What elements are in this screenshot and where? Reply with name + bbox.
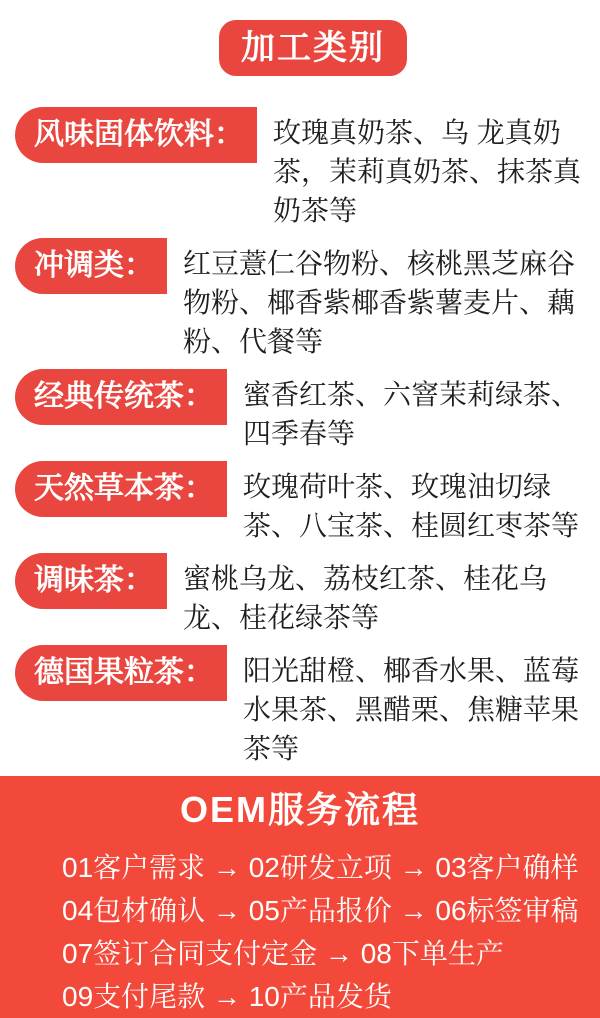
category-items: 蜜桃乌龙、荔枝红茶、桂花乌龙、桂花绿茶等 (183, 563, 548, 633)
category-list (0, 107, 600, 776)
category-row-flavored-tea (15, 553, 585, 637)
category-label: 冲调类： (15, 238, 167, 294)
oem-step-list (0, 830, 600, 1018)
category-row-german-fruit-tea (15, 645, 585, 768)
oem-service-section (0, 776, 600, 1018)
category-label: 经典传统茶： (15, 369, 227, 425)
header (0, 20, 600, 76)
category-items: 红豆薏仁谷物粉、核桃黑芝麻谷物粉、椰香紫椰香紫薯麦片、藕粉、代餐等 (183, 248, 576, 357)
category-row-instant-mix (15, 238, 585, 361)
category-row-classic-traditional-tea (15, 369, 585, 453)
category-row-flavored-solid-drinks (15, 107, 585, 230)
category-label: 天然草本茶： (15, 461, 227, 517)
category-items: 玫瑰真奶茶、乌 龙真奶茶，茉莉真奶茶、抹茶真奶茶等 (273, 117, 582, 226)
category-label: 德国果粒茶： (15, 645, 227, 701)
category-items: 阳光甜橙、椰香水果、蓝莓水果茶、黑醋栗、焦糖苹果茶等 (243, 655, 580, 764)
oem-step-line-4: 09支付尾款 → 10产品发货 (62, 981, 392, 1012)
category-items: 玫瑰荷叶茶、玫瑰油切绿茶、八宝茶、桂圆红枣茶等 (243, 471, 580, 541)
category-label: 风味固体饮料： (15, 107, 257, 163)
oem-step-line-1: 01客户需求 → 02研发立项 → 03客户确样 (62, 852, 579, 883)
oem-step-line-2: 04包材确认 → 05产品报价 → 06标签审稿 (62, 895, 579, 926)
processing-category-badge: 加工类别 (219, 20, 407, 76)
category-label: 调味茶： (15, 553, 167, 609)
oem-step-line-3: 07签订合同支付定金 → 08下单生产 (62, 938, 504, 969)
category-row-natural-herbal-tea (15, 461, 585, 545)
category-items: 蜜香红茶、六窨茉莉绿茶、四季春等 (243, 379, 580, 449)
oem-section-title: OEM服务流程 (179, 789, 420, 830)
